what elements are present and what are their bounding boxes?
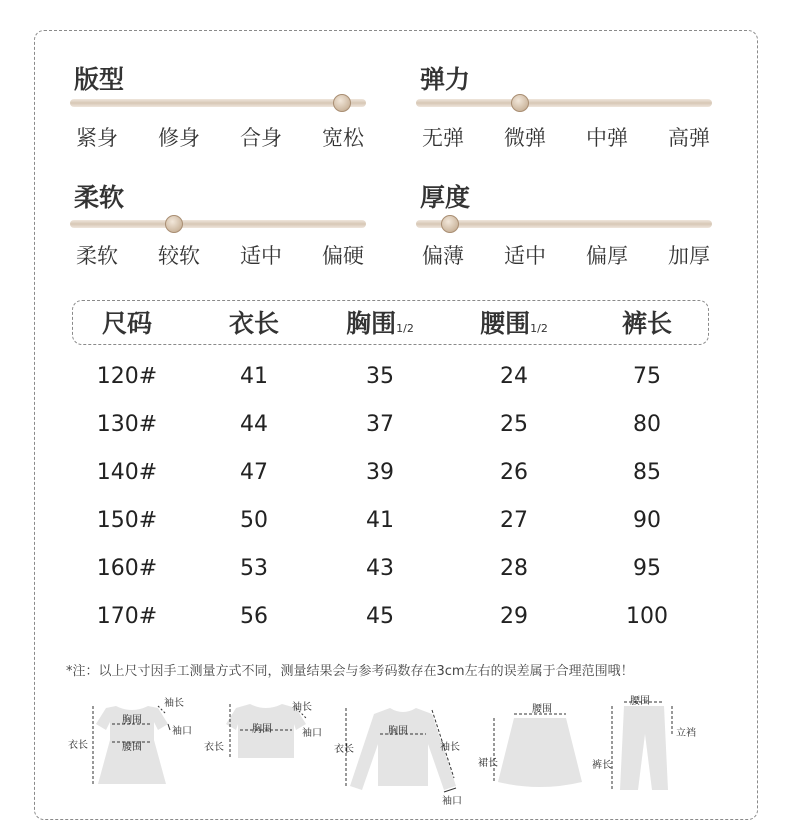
table-cell: 43 <box>366 556 394 581</box>
table-cell: 45 <box>366 604 394 629</box>
table-row <box>0 412 790 442</box>
label-waist: 腰围 <box>630 696 650 707</box>
table-cell: 37 <box>366 412 394 437</box>
label-sleeve: 袖长 <box>164 698 184 709</box>
elasticity-option: 高弹 <box>668 126 710 150</box>
pants-icon <box>590 692 710 796</box>
label-length: 裤长 <box>592 760 612 771</box>
elasticity-option: 中弹 <box>586 126 628 150</box>
header-chest: 胸围1/2 <box>346 309 414 338</box>
table-cell: 26 <box>500 460 528 485</box>
label-cuff: 袖口 <box>442 796 462 807</box>
fit-option: 紧身 <box>76 126 118 150</box>
softness-option: 偏硬 <box>322 244 364 268</box>
table-cell: 50 <box>240 508 268 533</box>
elasticity-slider-knob <box>511 94 529 112</box>
table-cell: 35 <box>366 364 394 389</box>
header-size: 尺码 <box>101 309 153 338</box>
thickness-option: 加厚 <box>668 244 710 268</box>
table-cell: 75 <box>633 364 661 389</box>
table-row <box>0 556 790 586</box>
fit-option: 宽松 <box>322 126 364 150</box>
elasticity-slider-track <box>416 99 712 107</box>
table-cell: 120# <box>96 364 158 389</box>
table-cell: 39 <box>366 460 394 485</box>
table-cell: 150# <box>96 508 158 533</box>
thickness-option: 适中 <box>504 244 546 268</box>
table-cell: 95 <box>633 556 661 581</box>
label-length: 裙长 <box>478 758 498 769</box>
table-cell: 140# <box>96 460 158 485</box>
softness-option: 较软 <box>158 244 200 268</box>
header-waist: 腰围1/2 <box>480 309 548 338</box>
attribute-title: 柔软 <box>74 183 125 212</box>
label-waist: 腰围 <box>532 704 552 715</box>
attribute-title: 弹力 <box>420 65 471 94</box>
header-length: 衣长 <box>228 309 280 338</box>
table-cell: 28 <box>500 556 528 581</box>
measurement-note: *注：以上尺寸因手工测量方式不同，测量结果会与参考码数存在3cm左右的误差属于合理范围哦！ <box>66 664 634 679</box>
softness-slider-track <box>70 220 366 228</box>
header-pants-length: 裤长 <box>621 309 673 338</box>
thickness-slider-track <box>416 220 712 228</box>
table-cell: 41 <box>366 508 394 533</box>
label-length: 衣长 <box>204 742 224 753</box>
table-cell: 100 <box>626 604 668 629</box>
elasticity-options <box>422 122 710 152</box>
table-cell: 160# <box>96 556 158 581</box>
thickness-option: 偏厚 <box>586 244 628 268</box>
softness-option: 适中 <box>240 244 282 268</box>
thickness-options <box>422 240 710 270</box>
table-cell: 170# <box>96 604 158 629</box>
table-row <box>0 460 790 490</box>
dress-diagram <box>66 692 196 797</box>
table-cell: 85 <box>633 460 661 485</box>
table-row <box>0 364 790 394</box>
pants-diagram <box>590 692 710 796</box>
label-chest: 胸围 <box>388 726 408 737</box>
elasticity-option: 微弹 <box>504 126 546 150</box>
tshirt-diagram <box>202 696 332 766</box>
table-cell: 47 <box>240 460 268 485</box>
attribute-title: 厚度 <box>420 183 471 212</box>
label-cuff: 袖口 <box>302 728 322 739</box>
table-cell: 29 <box>500 604 528 629</box>
table-cell: 130# <box>96 412 158 437</box>
label-sleeve: 袖长 <box>440 742 460 753</box>
table-cell: 90 <box>633 508 661 533</box>
table-cell: 53 <box>240 556 268 581</box>
label-cuff: 袖口 <box>172 726 192 737</box>
table-row <box>0 604 790 634</box>
elasticity-option: 无弹 <box>422 126 464 150</box>
softness-options <box>76 240 364 270</box>
fit-option: 修身 <box>158 126 200 150</box>
label-chest: 胸围 <box>122 715 142 726</box>
softness-option: 柔软 <box>76 244 118 268</box>
table-cell: 24 <box>500 364 528 389</box>
table-cell: 56 <box>240 604 268 629</box>
thickness-option: 偏薄 <box>422 244 464 268</box>
label-sleeve: 袖长 <box>292 702 312 713</box>
label-length: 衣长 <box>334 744 354 755</box>
fit-slider-knob <box>333 94 351 112</box>
table-cell: 25 <box>500 412 528 437</box>
fit-options <box>76 122 364 152</box>
softness-slider-knob <box>165 215 183 233</box>
table-cell: 44 <box>240 412 268 437</box>
label-waist: 腰围 <box>122 742 142 753</box>
table-row <box>0 508 790 538</box>
attribute-title: 版型 <box>74 65 125 94</box>
label-chest: 胸围 <box>252 724 272 735</box>
label-length: 衣长 <box>68 740 88 751</box>
sweater-diagram <box>332 698 472 806</box>
table-cell: 80 <box>633 412 661 437</box>
fit-slider-track <box>70 99 366 107</box>
table-cell: 41 <box>240 364 268 389</box>
fit-option: 合身 <box>240 126 282 150</box>
table-cell: 27 <box>500 508 528 533</box>
skirt-diagram <box>476 700 592 792</box>
label-rise: 立裆 <box>676 728 696 739</box>
thickness-slider-knob <box>441 215 459 233</box>
